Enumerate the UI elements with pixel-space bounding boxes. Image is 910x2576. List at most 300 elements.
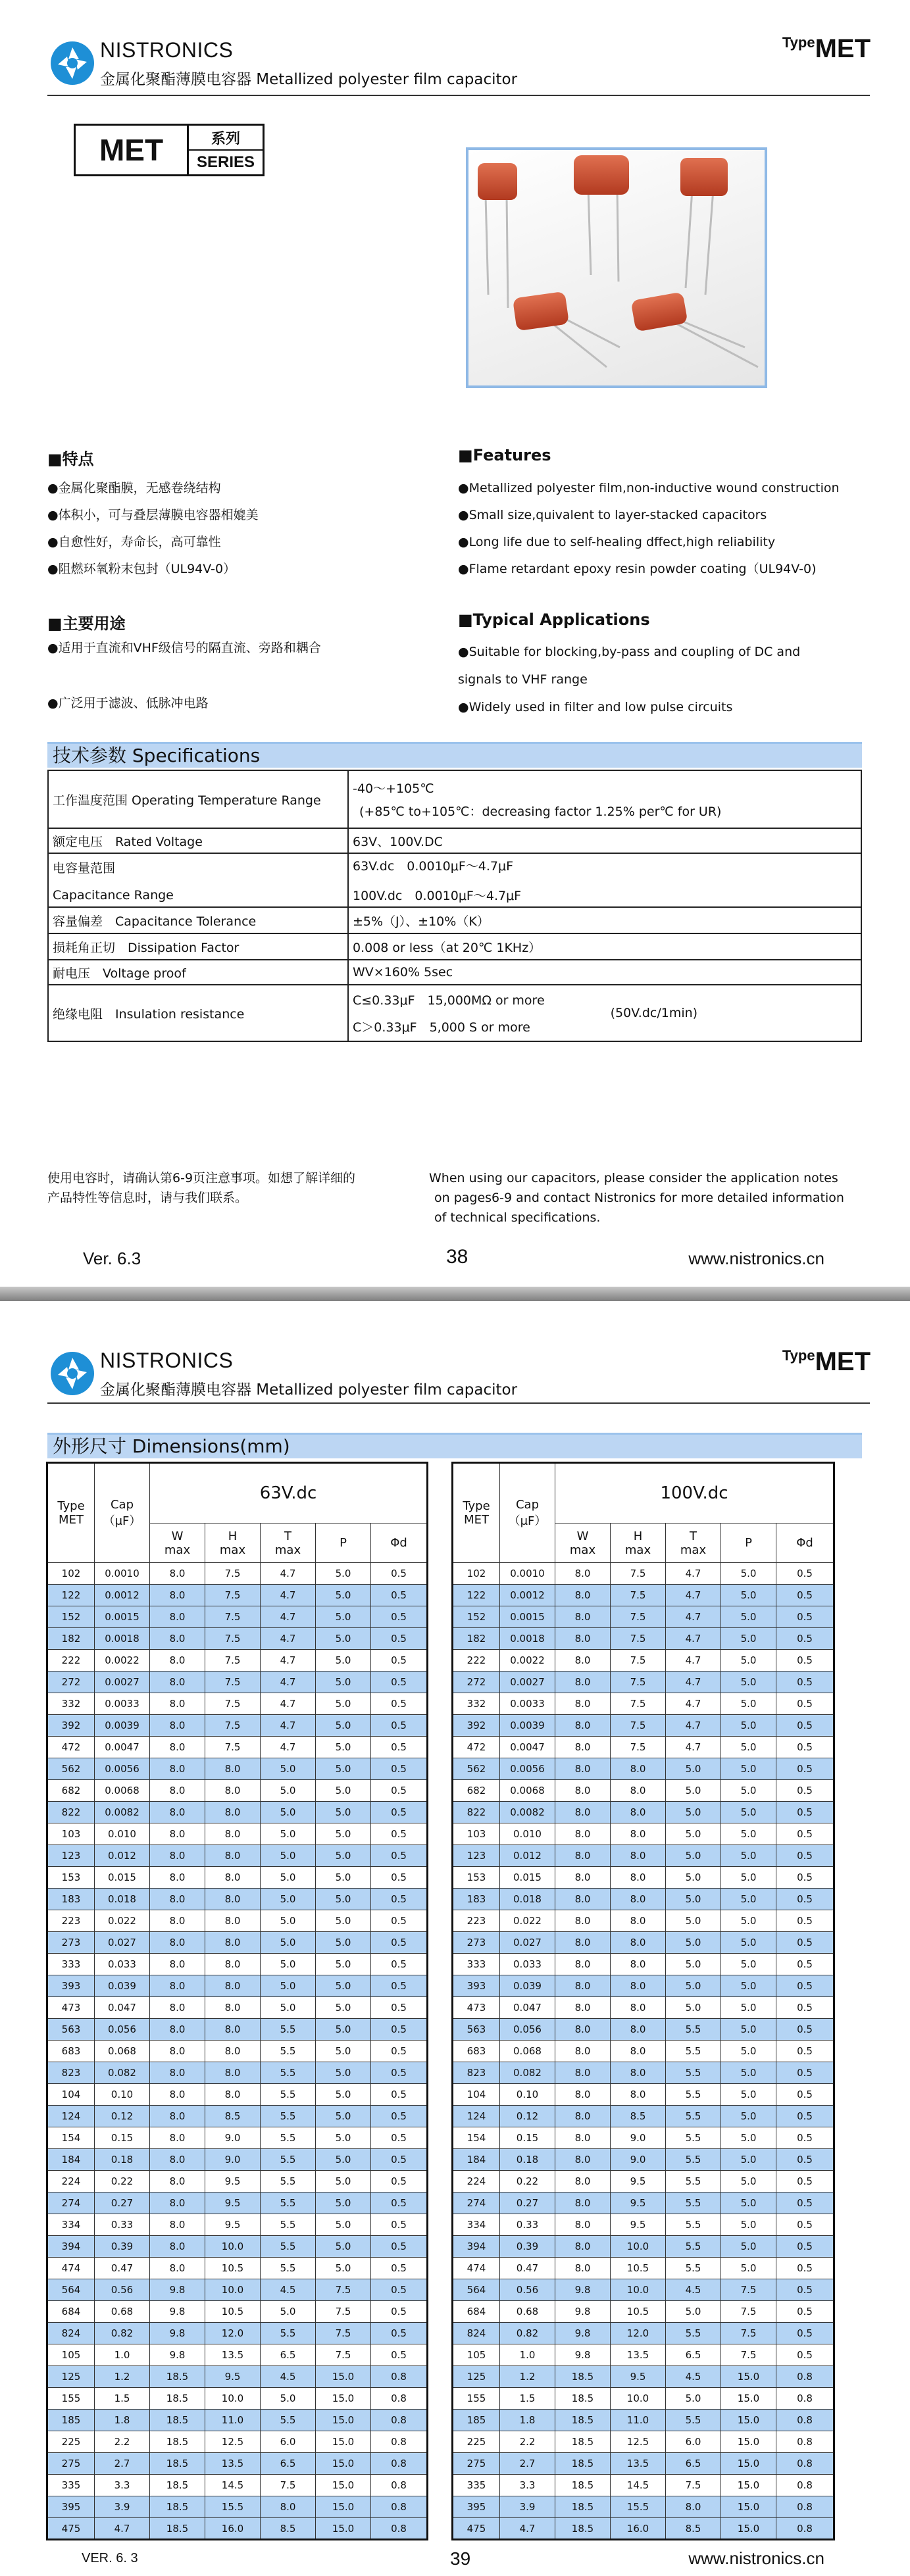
table-cell: 0.5 — [371, 1693, 428, 1715]
table-cell: 8.0 — [150, 1802, 205, 1823]
table-row — [453, 2106, 834, 2127]
table-row — [47, 2366, 428, 2388]
table-cell: 5.5 — [261, 2258, 316, 2279]
table-row — [47, 1823, 428, 1845]
table-cell: 0.15 — [500, 2127, 555, 2149]
table-cell: 8.0 — [205, 1975, 261, 1997]
apps-en-heading: ■Typical Applications — [458, 610, 650, 629]
table-cell: 5.0 — [721, 2084, 776, 2106]
table-cell: 9.5 — [205, 2366, 261, 2388]
table-cell: 8.0 — [611, 1910, 666, 1932]
table-cell: 123 — [453, 1845, 500, 1867]
table-cell: 7.5 — [721, 2301, 776, 2323]
table-cell: 0.5 — [776, 2344, 834, 2366]
table-cell: 8.0 — [555, 1693, 611, 1715]
footer-url[interactable]: www.nistronics.cn — [688, 2548, 824, 2568]
table-cell: 5.5 — [261, 2410, 316, 2431]
table-cell: 0.056 — [500, 2019, 555, 2041]
spec-voltage-proof-value: WV×160% 5sec — [348, 960, 861, 985]
table-row — [47, 1585, 428, 1606]
table-cell: 4.7 — [261, 1606, 316, 1628]
table-cell: 0.5 — [776, 2323, 834, 2344]
table-cell: 5.0 — [316, 2062, 371, 2084]
table-row — [453, 1910, 834, 1932]
table-cell: 0.5 — [776, 1889, 834, 1910]
table-cell: 9.5 — [205, 2171, 261, 2192]
table-cell: 0.033 — [500, 1954, 555, 1975]
table-cell: 5.0 — [316, 2127, 371, 2149]
table-cell: 5.0 — [721, 1954, 776, 1975]
table-cell: 0.5 — [371, 1975, 428, 1997]
table-cell: 0.5 — [371, 1910, 428, 1932]
list-item: ●Long life due to self-healing dffect,high reliability — [458, 535, 776, 549]
table-row — [47, 2236, 428, 2258]
table-cell: 105 — [453, 2344, 500, 2366]
table-cell: 8.0 — [150, 2062, 205, 2084]
table-cell: 5.0 — [666, 1802, 721, 1823]
table-cell: 15.0 — [721, 2518, 776, 2540]
table-cell: 0.5 — [776, 1758, 834, 1780]
table-cell: 7.5 — [611, 1585, 666, 1606]
table-cell: 0.5 — [776, 1628, 834, 1650]
table-cell: 155 — [453, 2388, 500, 2410]
table-cell: 5.0 — [316, 1997, 371, 2019]
table-cell: 5.0 — [721, 2149, 776, 2171]
table-cell: 0.8 — [776, 2518, 834, 2540]
table-cell: 9.0 — [611, 2149, 666, 2171]
table-cell: 105 — [47, 2344, 95, 2366]
table-cell: 185 — [453, 2410, 500, 2431]
table-cell: 102 — [453, 1563, 500, 1585]
table-cell: 0.5 — [371, 2192, 428, 2214]
table-cell: 15.0 — [316, 2410, 371, 2431]
table-cell: 15.0 — [721, 2453, 776, 2475]
table-cell: 0.56 — [95, 2279, 150, 2301]
table-cell: 9.5 — [611, 2366, 666, 2388]
table-cell: 5.0 — [316, 1975, 371, 1997]
table-cell: 0.5 — [371, 1845, 428, 1867]
table-cell: 4.7 — [261, 1737, 316, 1758]
table-cell: 0.0027 — [500, 1672, 555, 1693]
table-cell: 8.0 — [205, 1845, 261, 1867]
table-cell: 0.5 — [776, 2041, 834, 2062]
table-cell: 15.0 — [316, 2431, 371, 2453]
table-cell: 0.0033 — [95, 1693, 150, 1715]
table-cell: 272 — [47, 1672, 95, 1693]
table-cell: 8.0 — [150, 1975, 205, 1997]
table-cell: 824 — [47, 2323, 95, 2344]
col-type: Type MET — [47, 1463, 95, 1563]
table-cell: 9.8 — [555, 2279, 611, 2301]
table-cell: 0.5 — [371, 2019, 428, 2041]
table-cell: 222 — [453, 1650, 500, 1672]
table-cell: 0.22 — [95, 2171, 150, 2192]
table-cell: 7.5 — [205, 1606, 261, 1628]
table-cell: 0.5 — [371, 2279, 428, 2301]
table-cell: 0.0022 — [95, 1650, 150, 1672]
table-cell: 8.0 — [555, 1975, 611, 1997]
table-row — [453, 1802, 834, 1823]
table-cell: 0.082 — [500, 2062, 555, 2084]
table-cell: 8.0 — [611, 1780, 666, 1802]
table-cell: 0.033 — [95, 1954, 150, 1975]
datasheet-page-39 — [0, 1289, 910, 2576]
table-cell: 5.0 — [721, 1823, 776, 1845]
table-cell: 103 — [453, 1823, 500, 1845]
table-cell: 8.0 — [555, 1758, 611, 1780]
table-cell: 8.0 — [611, 1954, 666, 1975]
table-cell: 0.5 — [371, 1780, 428, 1802]
table-row — [47, 1889, 428, 1910]
table-cell: 0.5 — [776, 2127, 834, 2149]
table-cell: 1.8 — [500, 2410, 555, 2431]
table-cell: 8.0 — [666, 2496, 721, 2518]
table-cell: 4.7 — [666, 1563, 721, 1585]
table-cell: 5.5 — [666, 2214, 721, 2236]
table-cell: 8.0 — [555, 2127, 611, 2149]
table-cell: 4.5 — [666, 2366, 721, 2388]
table-cell: 152 — [453, 1606, 500, 1628]
table-cell: 8.0 — [150, 2149, 205, 2171]
table-cell: 12.5 — [611, 2431, 666, 2453]
table-cell: 0.8 — [776, 2475, 834, 2496]
table-cell: 3.3 — [95, 2475, 150, 2496]
table-cell: 8.0 — [555, 1845, 611, 1867]
table-cell: 1.0 — [500, 2344, 555, 2366]
table-cell: 272 — [453, 1672, 500, 1693]
footer-url[interactable]: www.nistronics.cn — [688, 1249, 824, 1268]
table-cell: 8.5 — [611, 2106, 666, 2127]
table-cell: 18.5 — [150, 2410, 205, 2431]
table-cell: 4.7 — [666, 1650, 721, 1672]
table-row — [453, 2062, 834, 2084]
table-cell: 334 — [453, 2214, 500, 2236]
table-cell: 7.5 — [316, 2301, 371, 2323]
table-cell: 15.0 — [316, 2496, 371, 2518]
brand-name: NISTRONICS — [100, 38, 234, 62]
table-cell: 9.8 — [150, 2344, 205, 2366]
table-cell: 563 — [47, 2019, 95, 2041]
table-cell: 4.7 — [261, 1672, 316, 1693]
table-cell: 0.0012 — [95, 1585, 150, 1606]
table-cell: 5.0 — [316, 1650, 371, 1672]
table-cell: 0.039 — [500, 1975, 555, 1997]
table-cell: 5.5 — [666, 2410, 721, 2431]
table-cell: 0.47 — [95, 2258, 150, 2279]
table-row — [47, 1910, 428, 1932]
table-cell: 5.0 — [261, 1845, 316, 1867]
table-cell: 5.5 — [261, 2041, 316, 2062]
table-cell: 5.0 — [316, 2192, 371, 2214]
spec-capacitance-value: 63V.dc 0.0010μF～4.7μF 100V.dc 0.0010μF～4.7μF — [348, 853, 861, 907]
table-cell: 8.0 — [150, 1823, 205, 1845]
table-cell: 0.10 — [500, 2084, 555, 2106]
table-cell: 0.8 — [371, 2431, 428, 2453]
table-cell: 8.0 — [205, 1910, 261, 1932]
spec-df-label: 损耗角正切 Dissipation Factor — [48, 933, 348, 960]
apps-en-list — [458, 638, 800, 721]
table-row — [47, 2214, 428, 2236]
table-cell: 0.5 — [371, 1802, 428, 1823]
table-cell: 8.0 — [150, 1650, 205, 1672]
table-cell: 1.2 — [95, 2366, 150, 2388]
table-cell: 472 — [453, 1737, 500, 1758]
list-item: ●阻燃环氧粉末包封（UL94V-0） — [47, 562, 236, 576]
table-cell: 5.5 — [261, 2236, 316, 2258]
table-cell: 6.5 — [261, 2344, 316, 2366]
table-cell: 5.5 — [261, 2214, 316, 2236]
table-cell: 5.0 — [721, 2041, 776, 2062]
col-p: P — [316, 1523, 371, 1563]
table-cell: 18.5 — [555, 2475, 611, 2496]
table-cell: 224 — [453, 2171, 500, 2192]
table-cell: 5.0 — [721, 1845, 776, 1867]
table-cell: 9.5 — [611, 2192, 666, 2214]
spec-tolerance-label: 容量偏差 Capacitance Tolerance — [48, 907, 348, 933]
table-cell: 8.0 — [150, 2084, 205, 2106]
table-cell: 5.0 — [721, 1672, 776, 1693]
table-row — [47, 1672, 428, 1693]
table-cell: 0.5 — [371, 1585, 428, 1606]
table-cell: 8.0 — [205, 1954, 261, 1975]
table-cell: 16.0 — [611, 2518, 666, 2540]
table-cell: 563 — [453, 2019, 500, 2041]
table-cell: 5.0 — [316, 1715, 371, 1737]
table-cell: 8.0 — [205, 1758, 261, 1780]
brand-subtitle: 金属化聚酯薄膜电容器 Metallized polyester film capacitor — [100, 1381, 518, 1399]
table-cell: 0.5 — [776, 1867, 834, 1889]
table-cell: 8.0 — [555, 1628, 611, 1650]
table-cell: 5.0 — [316, 1802, 371, 1823]
table-cell: 5.0 — [261, 1889, 316, 1910]
table-cell: 8.0 — [150, 2106, 205, 2127]
spec-voltage-proof-label: 耐电压 Voltage proof — [48, 960, 348, 985]
table-cell: 8.0 — [150, 1780, 205, 1802]
features-cn-list — [47, 475, 259, 583]
table-cell: 10.5 — [205, 2301, 261, 2323]
table-cell: 8.0 — [150, 1954, 205, 1975]
capacitor-photo-illustration — [468, 150, 765, 385]
series-cn: 系列 — [189, 126, 263, 151]
table-cell: 18.5 — [150, 2388, 205, 2410]
table-cell: 2.2 — [95, 2431, 150, 2453]
table-cell: 5.5 — [666, 2192, 721, 2214]
table-cell: 0.5 — [371, 1715, 428, 1737]
table-cell: 684 — [47, 2301, 95, 2323]
table-cell: 16.0 — [205, 2518, 261, 2540]
table-cell: 0.12 — [500, 2106, 555, 2127]
table-cell: 8.0 — [611, 2041, 666, 2062]
table-cell: 474 — [453, 2258, 500, 2279]
table-cell: 8.0 — [150, 1867, 205, 1889]
table-cell: 8.0 — [555, 2019, 611, 2041]
table-cell: 394 — [453, 2236, 500, 2258]
table-cell: 7.5 — [611, 1693, 666, 1715]
table-cell: 5.5 — [261, 2192, 316, 2214]
table-cell: 8.0 — [150, 2214, 205, 2236]
dimensions-table-100v — [451, 1462, 835, 2540]
list-item: ●体积小，可与叠层薄膜电容器相媲美 — [47, 508, 259, 522]
table-cell: 15.0 — [721, 2475, 776, 2496]
list-item: ●Metallized polyester film,non-inductive wound construction — [458, 481, 840, 495]
table-cell: 8.0 — [611, 2019, 666, 2041]
header-rule — [47, 1402, 870, 1404]
col-w: W max — [555, 1523, 611, 1563]
table-cell: 8.0 — [205, 1780, 261, 1802]
table-cell: 125 — [453, 2366, 500, 2388]
table-cell: 0.5 — [776, 2106, 834, 2127]
type-mark: TypeMET — [782, 1347, 871, 1376]
table-cell: 5.0 — [721, 2236, 776, 2258]
table-cell: 0.022 — [500, 1910, 555, 1932]
table-cell: 8.0 — [555, 2214, 611, 2236]
table-cell: 7.5 — [316, 2344, 371, 2366]
table-cell: 0.8 — [371, 2475, 428, 2496]
table-cell: 0.0047 — [95, 1737, 150, 1758]
table-cell: 5.5 — [666, 2149, 721, 2171]
table-cell: 4.7 — [666, 1672, 721, 1693]
col-t: T max — [666, 1523, 721, 1563]
table-row — [47, 2149, 428, 2171]
table-cell: 0.18 — [500, 2149, 555, 2171]
table-cell: 5.0 — [666, 1954, 721, 1975]
table-cell: 0.0082 — [500, 1802, 555, 1823]
type-code: MET — [815, 34, 871, 63]
table-cell: 8.0 — [611, 1867, 666, 1889]
table-cell: 5.0 — [721, 2214, 776, 2236]
table-cell: 5.0 — [721, 1585, 776, 1606]
table-cell: 8.0 — [150, 2127, 205, 2149]
list-item: ●金属化聚酯膜，无感卷绕结构 — [47, 481, 221, 495]
table-cell: 0.5 — [776, 2171, 834, 2192]
table-cell: 7.5 — [205, 1563, 261, 1585]
table-cell: 0.8 — [776, 2410, 834, 2431]
table-cell: 473 — [453, 1997, 500, 2019]
table-cell: 3.9 — [95, 2496, 150, 2518]
table-cell: 562 — [453, 1758, 500, 1780]
table-cell: 4.7 — [95, 2518, 150, 2540]
table-cell: 4.7 — [666, 1628, 721, 1650]
table-cell: 10.0 — [611, 2388, 666, 2410]
product-photo — [466, 147, 767, 388]
table-cell: 11.0 — [205, 2410, 261, 2431]
table-cell: 8.0 — [555, 2149, 611, 2171]
table-cell: 10.0 — [205, 2236, 261, 2258]
table-row — [47, 1997, 428, 2019]
table-cell: 8.0 — [150, 1845, 205, 1867]
table-cell: 0.5 — [371, 1954, 428, 1975]
table-cell: 5.0 — [316, 1737, 371, 1758]
table-cell: 5.0 — [721, 1975, 776, 1997]
table-cell: 5.0 — [666, 1975, 721, 1997]
table-row — [453, 1628, 834, 1650]
table-cell: 5.0 — [721, 2192, 776, 2214]
spec-df-value: 0.008 or less（at 20℃ 1KHz） — [348, 933, 861, 960]
table-row — [47, 2106, 428, 2127]
table-cell: 7.5 — [611, 1715, 666, 1737]
list-item: ●Widely used in filter and low pulse circuits — [458, 700, 733, 714]
table-row — [453, 2214, 834, 2236]
table-row — [453, 2323, 834, 2344]
table-cell: 0.5 — [371, 2149, 428, 2171]
table-cell: 5.0 — [316, 2149, 371, 2171]
table-cell: 0.5 — [371, 1997, 428, 2019]
table-cell: 473 — [47, 1997, 95, 2019]
table-row — [453, 2431, 834, 2453]
table-row — [453, 1737, 834, 1758]
table-cell: 5.0 — [721, 1867, 776, 1889]
table-cell: 4.7 — [666, 1737, 721, 1758]
table-cell: 0.5 — [371, 1650, 428, 1672]
table-cell: 10.0 — [611, 2236, 666, 2258]
table-cell: 0.047 — [95, 1997, 150, 2019]
table-cell: 8.0 — [555, 1910, 611, 1932]
table-cell: 0.5 — [776, 1563, 834, 1585]
table-cell: 5.0 — [666, 1932, 721, 1954]
table-cell: 6.5 — [666, 2344, 721, 2366]
table-cell: 5.5 — [666, 2062, 721, 2084]
col-w: W max — [150, 1523, 205, 1563]
table-cell: 7.5 — [611, 1628, 666, 1650]
table-cell: 223 — [453, 1910, 500, 1932]
type-mark — [782, 34, 871, 64]
features-en-heading: ■Features — [458, 446, 551, 464]
table-cell: 8.0 — [150, 1758, 205, 1780]
table-cell: 0.5 — [776, 2214, 834, 2236]
table-cell: 0.012 — [95, 1845, 150, 1867]
table-cell: 15.0 — [316, 2475, 371, 2496]
table-cell: 0.027 — [95, 1932, 150, 1954]
table-row — [453, 2258, 834, 2279]
table-cell: 333 — [47, 1954, 95, 1975]
table-cell: 9.5 — [205, 2214, 261, 2236]
table-cell: 122 — [453, 1585, 500, 1606]
spec-voltage-value: 63V、100V.DC — [348, 828, 861, 853]
table-cell: 12.0 — [611, 2323, 666, 2344]
table-cell: 0.022 — [95, 1910, 150, 1932]
table-cell: 682 — [47, 1780, 95, 1802]
table-cell: 5.5 — [666, 2258, 721, 2279]
table-row — [47, 1650, 428, 1672]
table-cell: 5.0 — [721, 1910, 776, 1932]
table-cell: 4.7 — [261, 1715, 316, 1737]
spec-table — [47, 770, 862, 1042]
table-cell: 225 — [453, 2431, 500, 2453]
table-cell: 5.0 — [316, 1585, 371, 1606]
table-cell: 0.0018 — [500, 1628, 555, 1650]
table-row — [47, 1715, 428, 1737]
table-cell: 7.5 — [611, 1606, 666, 1628]
table-cell: 8.0 — [150, 1715, 205, 1737]
table-cell: 9.8 — [150, 2279, 205, 2301]
table-cell: 8.0 — [555, 1585, 611, 1606]
table-cell: 0.0068 — [500, 1780, 555, 1802]
table-cell: 5.0 — [316, 1910, 371, 1932]
table-cell: 822 — [453, 1802, 500, 1823]
table-cell: 564 — [453, 2279, 500, 2301]
table-row — [453, 2388, 834, 2410]
table-cell: 393 — [47, 1975, 95, 1997]
table-cell: 0.5 — [776, 2149, 834, 2171]
table-cell: 8.0 — [150, 1628, 205, 1650]
table-row — [47, 2496, 428, 2518]
table-row — [47, 2041, 428, 2062]
table-cell: 6.5 — [261, 2453, 316, 2475]
table-cell: 5.0 — [316, 1672, 371, 1693]
table-row — [453, 1845, 834, 1867]
col-h: H max — [611, 1523, 666, 1563]
table-cell: 1.2 — [500, 2366, 555, 2388]
